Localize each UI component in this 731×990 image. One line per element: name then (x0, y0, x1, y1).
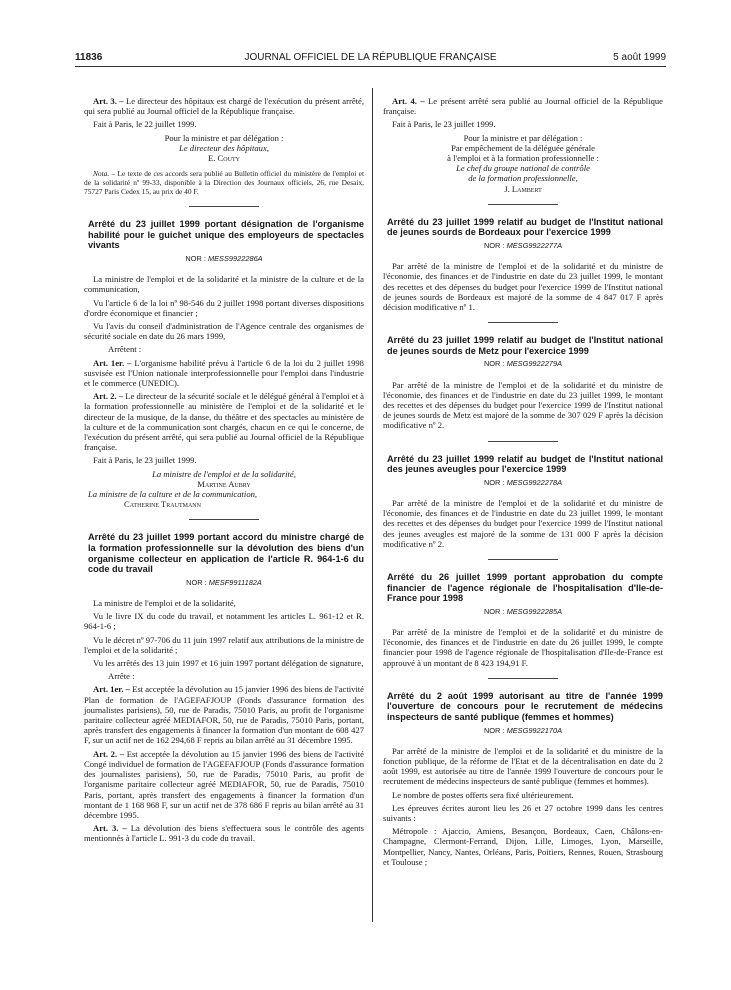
signature-name: Martine Aubry (197, 478, 251, 489)
signature-name: Catherine Trautmann (124, 499, 201, 510)
article-text: L'organisme habilité prévu à l'article 6 de la loi du 2 juillet 1998 susvisée est l'Union nationale interprofessionnelle pour l'emploi dans l'industrie et le commerce (UNEDIC). (84, 357, 364, 389)
article-paragraph (84, 749, 364, 820)
paragraph: Vu le décret nº 97-706 du 11 juin 1997 relatif aux attributions de la ministre de l'emploi et de la solidarité ; (84, 634, 364, 655)
nor-label: NOR : (483, 477, 505, 487)
article-text: La dévolution des biens s'effectuera sous le contrôle des agents mentionnés à l'article L. 991-3 du code du travail. (84, 823, 364, 844)
nor-reference (383, 607, 663, 617)
paragraph: La ministre de l'emploi et de la solidarité, (93, 598, 236, 609)
nor-reference (383, 241, 663, 251)
article-label: Art. 2. – (93, 391, 124, 402)
nor-code: MESG9922278A (506, 477, 563, 487)
article-label: Art. 3. – (93, 823, 127, 834)
nor-code: MESS9922286A (207, 254, 263, 263)
arrete-title: Arrêté du 26 juillet 1999 portant approbation du compte financier de l'agence régionale de l'hospitalisation d'Ile-de-France pour 1998 (387, 572, 663, 604)
article-label: Art. 4. – (392, 96, 425, 106)
header-rule (75, 66, 666, 67)
separator (488, 559, 558, 560)
paragraph: Métropole : Ajaccio, Amiens, Besançon, Bordeaux, Caen, Châlons-en-Champagne, Clermont-Ferrand, Dijon, Lille, Limoges, Lyon, Marseille, Montpellier, Nancy, Nantes, Orléans, Paris, Poitiers, Rennes, Rouen, Strasbourg et Toulouse ; (383, 826, 663, 867)
nota-text: – Le texte de ces accords sera publié au Bulletin officiel du ministère de l'emploi et de la solidarité nº 99-33, disponible à la Direction des Journaux officiels, 26, rue Desaix, 75727 Paris Cedex 15, au prix de 40 F. (84, 169, 364, 197)
nor-reference (383, 478, 663, 488)
signature-name: E. Couty (208, 153, 240, 164)
signature-place-date: Fait à Paris, le 23 juillet 1999. (392, 119, 496, 130)
decree-verb: Arrête : (108, 671, 135, 682)
article-label: Art. 2. – (93, 748, 125, 759)
journal-title: JOURNAL OFFICIEL DE LA RÉPUBLIQUE FRANÇAISE (244, 52, 497, 63)
nota (84, 169, 364, 196)
article-paragraph (84, 684, 364, 745)
paragraph: Par arrêté de la ministre de l'emploi et de la solidarité et du ministre de l'économie, des finances et de l'industrie en date du 23 juillet 1999, le montant des recettes et des dépenses du budget pour l'exercice 1999 de l'Institut national des jeunes aveugles est majoré de la somme de 131 000 F après la décision modificative nº 2. (383, 498, 663, 549)
nor-label: NOR : (483, 241, 505, 251)
article-label: Art. 1er. – (93, 357, 132, 368)
nor-label: NOR : (483, 606, 505, 616)
article-text: Le directeur de la sécurité sociale et le délégué général à l'emploi et à la formation professionnelle au ministère de l'emploi et de la solidarité et le directeur de la musique, de la danse, du théâtre et des spectacles au ministère de la culture et de la communication sont chargés, chacun en ce qui le concerne, de l'exécution du présent arrêté, qui sera publié au Journal officiel de la République française. (84, 391, 364, 453)
separator (488, 204, 558, 205)
paragraph: Les épreuves écrites auront lieu les 26 et 27 octobre 1999 dans les centres suivants : (383, 802, 663, 824)
signature-title: de la formation professionnelle, (468, 173, 578, 184)
article-paragraph (84, 823, 364, 843)
article-label: Art. 1er. – (93, 684, 130, 695)
paragraph: Par arrêté de la ministre de l'emploi et de la solidarité et du ministre de l'économie, des finances et de l'industrie en date du 26 juillet 1999, le compte financier pour 1998 de l'agence régionale de l'hospitalisation d'Ile-de-France est approuvé à un montant de 8 423 194,91 F. (383, 627, 663, 668)
nor-code: MESG9922170A (506, 725, 563, 735)
arrete-title: Arrêté du 23 juillet 1999 portant accord du ministre chargé de la formation professionnelle sur la dévolution des biens d'un organisme collecteur en application de l'article R. 964-1-6 du code du travail (88, 532, 364, 575)
nor-label: NOR : (483, 725, 505, 735)
nota-label: Nota. (93, 169, 110, 179)
separator (488, 322, 558, 323)
paragraph: Par arrêté de la ministre de l'emploi et de la solidarité et du ministre de l'économie, des finances et de l'industrie en date du 23 juillet 1999, le montant des recettes et des dépenses du budget pour l'exercice 1999 de l'Institut national de jeunes sourds de Metz est majoré de la somme de 307 029 F après la décision modificative nº 2. (383, 379, 663, 431)
nor-code: MESG9922279A (506, 359, 563, 369)
signature-line: Pour la ministre et par délégation : (164, 132, 284, 143)
article-paragraph (383, 96, 663, 116)
nor-reference (84, 254, 364, 264)
signature-line: Pour la ministre et par délégation : (463, 132, 583, 143)
nor-reference (383, 726, 663, 736)
paragraph: Vu le livre IX du code du travail, et notamment les articles L. 961-12 et R. 964-1-6 ; (84, 611, 364, 632)
article-text: Le présent arrêté sera publié au Journal officiel de la République française. (383, 96, 663, 117)
nor-label: NOR : (186, 577, 207, 587)
article-paragraph (84, 358, 364, 389)
article-text: Est acceptée la dévolution au 15 janvier 1996 des biens de l'activité Plan de formation de l'AGEFAFJOUP (Fonds d'assurance formation des journalistes parisiens), 50, rue de Paradis, 75010 Paris, au profit de l'organisme paritaire collecteur agréé MEDIAFOR, 50, rue de Paradis, 75010 Paris, portant, après transfert des engagements à financer la formation d'un montant de 608 427 F, sur un actif net de 162 294,68 F repris au bilan arrêté au 31 décembre 1995. (84, 684, 364, 746)
nor-code: MESG9922285A (506, 606, 563, 616)
decree-verb: Arrêtent : (108, 344, 142, 355)
arrete-title: Arrêté du 23 juillet 1999 relatif au budget de l'Institut national de jeunes sourds de Bordeaux pour l'exercice 1999 (387, 216, 663, 238)
separator (189, 206, 259, 207)
article-paragraph (84, 391, 364, 452)
signature-title: La ministre de l'emploi et de la solidarité, (152, 468, 296, 479)
signature-title: Le directeur des hôpitaux, (179, 142, 269, 153)
page-number: 11836 (75, 52, 103, 63)
issue-date: 5 août 1999 (613, 52, 666, 63)
signature-line: Par empêchement de la déléguée générale (451, 142, 595, 153)
signature-place-date: Fait à Paris, le 22 juillet 1999. (93, 119, 197, 130)
paragraph: Vu les arrêtés des 13 juin 1997 et 16 juin 1997 portant délégation de signature, (93, 658, 364, 669)
signature-title: Le chef du groupe national de contrôle (456, 163, 590, 174)
signature-place-date: Fait à Paris, le 23 juillet 1999. (93, 455, 197, 466)
signature-line: à l'emploi et à la formation professionnelle : (447, 153, 599, 164)
arrete-title: Arrêté du 23 juillet 1999 portant désignation de l'organisme habilité pour le guichet unique des employeurs de spectacles vivants (88, 219, 364, 251)
nor-code: MESG9922277A (506, 241, 563, 251)
separator (488, 441, 558, 442)
article-paragraph (84, 96, 364, 116)
right-column (383, 96, 663, 870)
paragraph: Vu l'article 6 de la loi nº 98-546 du 2 juillet 1998 portant diverses dispositions d'ordre économique et financier ; (84, 297, 364, 318)
nor-label: NOR : (483, 359, 505, 369)
arrete-title: Arrêté du 23 juillet 1999 relatif au budget de l'Institut national des jeunes aveugles pour l'exercice 1999 (387, 453, 663, 475)
arrete-title: Arrêté du 23 juillet 1999 relatif au budget de l'Institut national de jeunes sourds de Metz pour l'exercice 1999 (387, 335, 663, 356)
signature-title: La ministre de la culture et de la communication, (88, 489, 258, 500)
paragraph: La ministre de l'emploi et de la solidarité et la ministre de la culture et de la communication, (84, 274, 364, 295)
article-text: Le directeur des hôpitaux est chargé de l'exécution du présent arrêté, qui sera publié au Journal officiel de la République française. (84, 96, 364, 117)
nor-label: NOR : (185, 254, 206, 263)
paragraph: Par arrêté de la ministre de l'emploi et de la solidarité et du ministre de l'économie, des finances et de l'industrie en date du 23 juillet 1999, le montant des recettes et des dépenses du budget pour l'exercice 1999 de l'Institut national de jeunes sourds de Bordeaux est majoré de la somme de 4 847 017 F après décision modificative nº 1. (383, 261, 663, 313)
paragraph: Vu l'avis du conseil d'administration de l'Agence centrale des organismes de sécurité sociale en date du 26 mars 1999, (84, 321, 364, 342)
nor-reference (84, 578, 364, 588)
left-column (84, 96, 364, 847)
arrete-title: Arrêté du 2 août 1999 autorisant au titre de l'année 1999 l'ouverture de concours pour le recrutement de médecins inspecteurs de santé publique (femmes et hommes) (387, 690, 663, 723)
separator (488, 678, 558, 679)
signature-name: J. Lambert (504, 183, 542, 194)
article-label: Art. 3. – (93, 96, 124, 106)
paragraph: Le nombre de postes offerts sera fixé ultérieurement. (392, 789, 574, 800)
separator (189, 519, 259, 520)
column-divider (372, 88, 373, 922)
nor-reference (383, 359, 663, 369)
nor-code: MESF9911182A (208, 577, 262, 587)
paragraph: Par arrêté de la ministre de l'emploi et de la solidarité et du ministre de la fonction publique, de la réforme de l'Etat et de la décentralisation en date du 2 août 1999, est autorisée au titre de l'année 1999 l'ouverture de concours pour le recrutement de médecins inspecteurs de santé publique (femmes et hommes). (383, 745, 663, 787)
article-text: Est acceptée la dévolution au 15 janvier 1996 des biens de l'activité Congé individuel de formation de l'AGEFAFJOUP (Fonds d'assurance formation des journalistes parisiens), 50, rue de Paradis, 75010 Paris, au profit de l'organisme paritaire collecteur agréé MEDIAFOR, 50, rue de Paradis, 75010 Paris, portant, après transfert des engagements à financer la formation d'un montant de 1 168 968 F, sur un actif net de 378 686 F repris au bilan arrêté au 31 décembre 1995. (84, 748, 364, 820)
